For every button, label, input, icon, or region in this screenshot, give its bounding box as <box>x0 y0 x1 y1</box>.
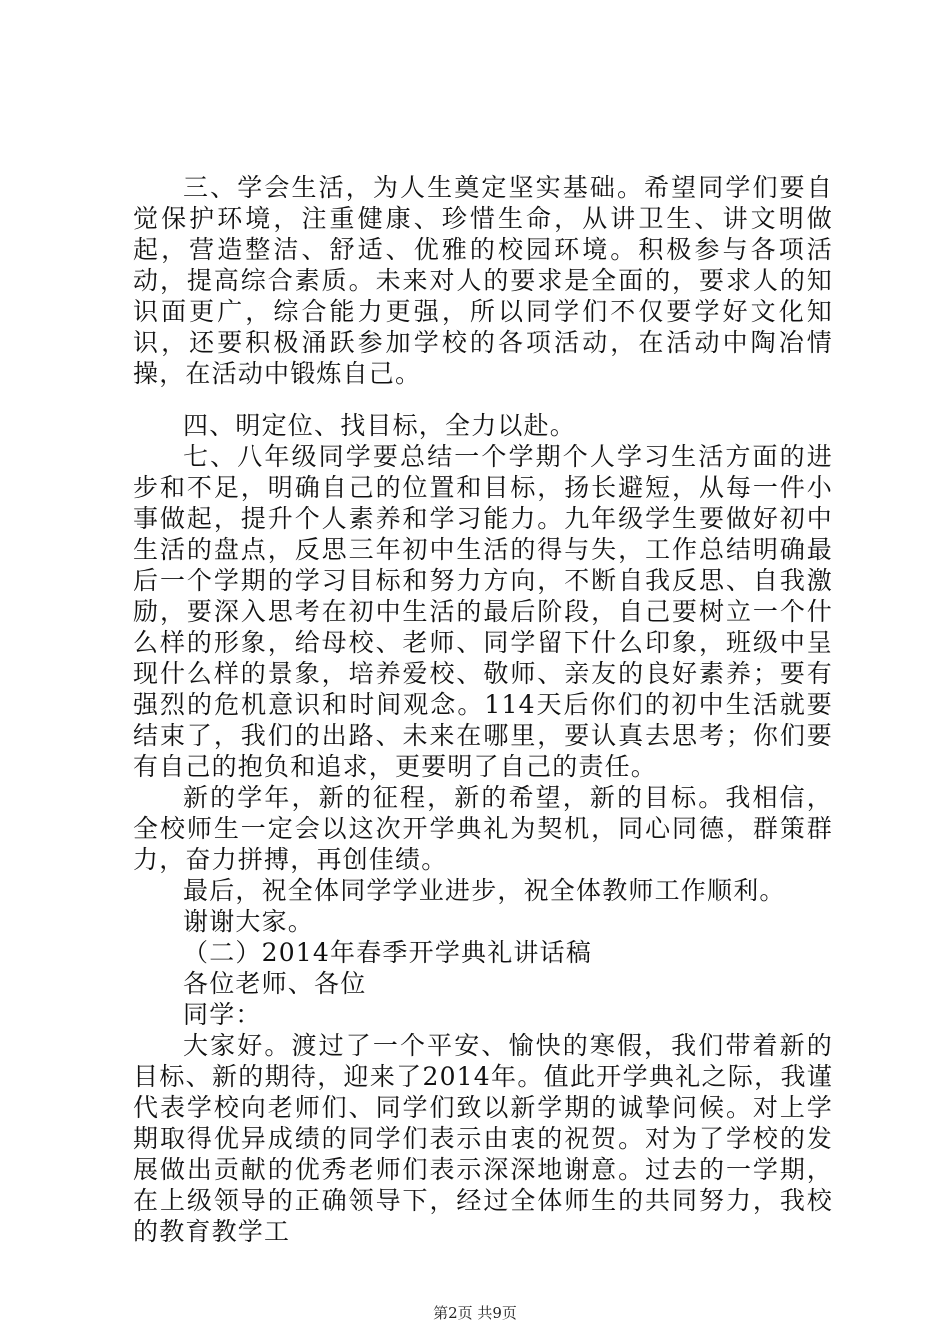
salutation-teachers: 各位老师、各位 <box>183 969 367 998</box>
section-heading-speech-2: （二）2014年春季开学典礼讲话稿 <box>183 938 593 967</box>
document-body <box>133 172 833 1247</box>
page-footer: 第2页 共9页 <box>433 1304 517 1322</box>
paragraph-new-school-year: 新的学年，新的征程，新的希望，新的目标。我相信，全校师生一定会以这次开学典礼为契机，同心同德，群策群力，奋力拼搏，再创佳绩。 <box>133 783 833 874</box>
paragraph-set-goals-heading: 四、明定位、找目标，全力以赴。 <box>183 411 577 440</box>
paragraph-learn-to-live: 三、学会生活，为人生奠定坚实基础。希望同学们要自觉保护环境，注重健康、珍惜生命，从讲卫生、讲文明做起，营造整洁、舒适、优雅的校园环境。积极参与各项活动，提高综合素质。未来对人的要求是全面的，要求人的知识面更广，综合能力更强，所以同学们不仅要学好文化知识，还要积极涌跃参加学校的各项活动，在活动中陶冶情操，在活动中锻炼自己。 <box>133 173 833 388</box>
salutation-students: 同学： <box>183 1000 262 1029</box>
paragraph-spacer <box>133 389 833 410</box>
paragraph-greeting: 大家好。渡过了一个平安、愉快的寒假，我们带着新的目标、新的期待，迎来了2014年。值此开学典礼之际，我谨代表学校向老师们、同学们致以新学期的诚挚问候。对上学期取得优异成绩的同学们表示由衷的祝贺。对为了学校的发展做出贡献的优秀老师们表示深深地谢意。过去的一学期，在上级领导的正确领导下，经过全体师生的共同努力，我校的教育教学工 <box>133 1031 833 1246</box>
paragraph-grade-students: 七、八年级同学要总结一个学期个人学习生活方面的进步和不足，明确自己的位置和目标，扬长避短，从每一件小事做起，提升个人素养和学习能力。九年级学生要做好初中生活的盘点，反思三年初中生活的得与失，工作总结明确最后一个学期的学习目标和努力方向，不断自我反思、自我激励，要深入思考在初中生活的最后阶段，自己要树立一个什么样的形象，给母校、老师、同学留下什么印象，班级中呈现什么样的景象，培养爱校、敬师、亲友的良好素养；要有强烈的危机意识和时间观念。114天后你们的初中生活就要结束了，我们的出路、未来在哪里，要认真去思考；你们要有自己的抱负和追求，更要明了自己的责任。 <box>133 442 833 781</box>
paragraph-closing-wishes: 最后，祝全体同学学业进步，祝全体教师工作顺利。 <box>183 876 786 905</box>
paragraph-thanks: 谢谢大家。 <box>183 907 315 936</box>
